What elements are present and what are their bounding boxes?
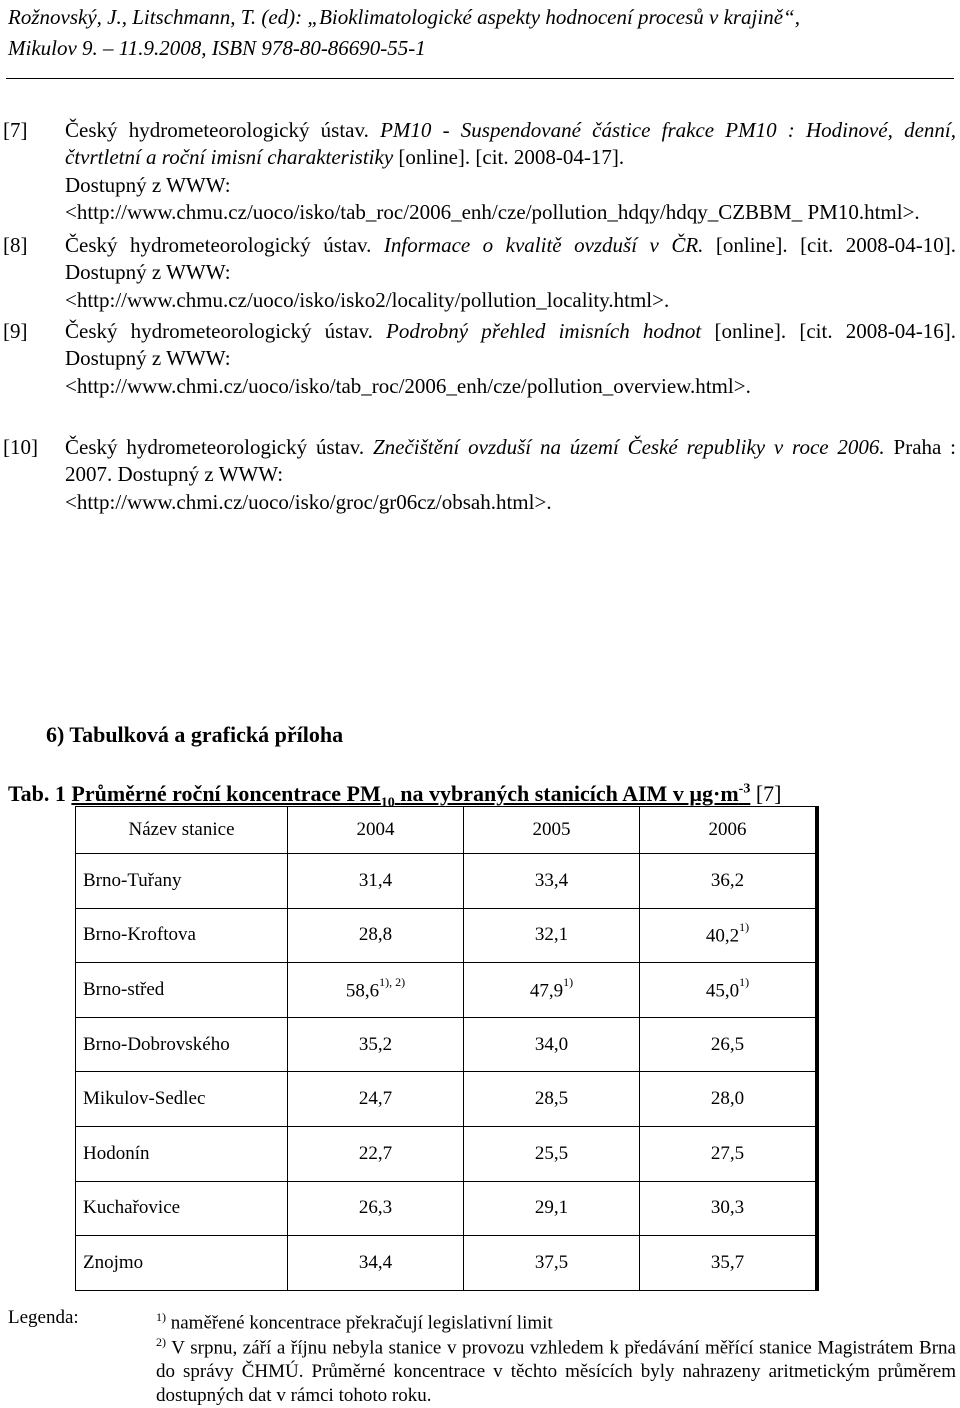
value-text: 29,1 bbox=[534, 1197, 569, 1219]
value-cell-2006 bbox=[640, 908, 818, 963]
value-text: 27,5 bbox=[710, 1142, 745, 1164]
value-text: 35,2 bbox=[358, 1033, 393, 1055]
value-text: 40,2 bbox=[705, 925, 740, 947]
reference-item-9 bbox=[0, 318, 956, 400]
reference-item-10 bbox=[0, 434, 956, 516]
value-text: 58,6 bbox=[345, 980, 380, 1002]
legend-note-2 bbox=[156, 1330, 956, 1408]
caption-main: Průměrné roční koncentrace PM bbox=[71, 781, 381, 806]
station-name-cell: Brno-Tuřany bbox=[76, 854, 288, 909]
value-cell-2005 bbox=[464, 1181, 640, 1236]
value-cell-2006 bbox=[640, 1072, 818, 1127]
table-row bbox=[76, 1126, 818, 1181]
reference-number: [7] bbox=[3, 118, 28, 142]
footnote-mark: 1) bbox=[563, 974, 574, 989]
header-station: Název stanice bbox=[76, 807, 288, 854]
station-name-cell: Brno-Dobrovského bbox=[76, 1017, 288, 1072]
footnote-mark: 1), 2) bbox=[379, 974, 406, 989]
reference-author: Český hydrometeorologický ústav. bbox=[65, 435, 365, 459]
value-cell-2004 bbox=[288, 1017, 464, 1072]
value-text: 28,0 bbox=[710, 1088, 745, 1110]
caption-mid: na vybraných stanicích AIM v µg·m bbox=[400, 781, 739, 806]
legend-note-1-text: naměřené koncentrace překračují legislativní limit bbox=[170, 1312, 553, 1334]
footnote-mark: 1) bbox=[739, 974, 750, 989]
station-name-cell: Mikulov-Sedlec bbox=[76, 1072, 288, 1127]
table-row bbox=[76, 1181, 818, 1236]
reference-citation: Praha : 2007. bbox=[65, 435, 956, 487]
reference-url: <http://www.chmu.cz/uoco/isko/isko2/locality/pollution_locality.html>. bbox=[65, 287, 670, 312]
value-text: 25,5 bbox=[534, 1142, 569, 1164]
value-cell-2005 bbox=[464, 1072, 640, 1127]
caption-subscript: 10 bbox=[380, 795, 395, 811]
reference-availability bbox=[65, 172, 956, 199]
value-text: 26,3 bbox=[358, 1197, 393, 1219]
reference-availability-text: Dostupný z WWW: bbox=[65, 172, 231, 197]
value-cell-2005 bbox=[464, 1017, 640, 1072]
table-row bbox=[76, 1236, 818, 1291]
reference-title: Informace o kvalitě ovzduší v ČR. bbox=[383, 233, 704, 257]
value-cell-2006 bbox=[640, 1017, 818, 1072]
pm10-table bbox=[75, 806, 819, 1291]
reference-item-8 bbox=[0, 232, 956, 314]
station-name-cell: Kuchařovice bbox=[76, 1181, 288, 1236]
value-text: 35,7 bbox=[710, 1251, 745, 1273]
value-cell-2005 bbox=[464, 854, 640, 909]
table-header-row bbox=[76, 807, 818, 854]
reference-citation: [online]. [cit. 2008-04-17]. bbox=[398, 145, 625, 170]
reference-title: PM10 - Suspendované částice frakce PM10 : Hodinové, denní, čtvrtletní a roční imisní charakteristiky bbox=[65, 118, 956, 170]
reference-number: [9] bbox=[3, 319, 28, 343]
reference-author: Český hydrometeorologický ústav. bbox=[65, 233, 372, 257]
value-cell-2005 bbox=[464, 1126, 640, 1181]
reference-citation: [online]. [cit. 2008-04-10]. bbox=[715, 233, 956, 257]
header-line-2: Mikulov 9. – 11.9.2008, ISBN 978-80-86690-55-1 bbox=[8, 36, 426, 60]
value-cell-2004 bbox=[288, 1181, 464, 1236]
section-title: 6) Tabulková a grafická příloha bbox=[46, 722, 344, 747]
reference-title: Znečištění ovzduší na území České republiky v roce 2006. bbox=[372, 435, 885, 459]
reference-author: Český hydrometeorologický ústav. bbox=[65, 319, 373, 343]
header-line-1: Rožnovský, J., Litschmann, T. (ed): „Bioklimatologické aspekty hodnocení procesů v krajině“, bbox=[8, 5, 800, 29]
header-divider bbox=[6, 78, 954, 79]
reference-url: <http://www.chmi.cz/uoco/isko/tab_roc/2006_enh/cze/pollution_overview.html>. bbox=[65, 373, 751, 398]
reference-title: Podrobný přehled imisních hodnot bbox=[386, 319, 702, 343]
value-cell-2006 bbox=[640, 1236, 818, 1291]
value-text: 32,1 bbox=[534, 924, 569, 946]
value-cell-2006 bbox=[640, 963, 818, 1018]
station-name-cell: Znojmo bbox=[76, 1236, 288, 1291]
header-2004: 2004 bbox=[288, 807, 464, 854]
header-2005: 2005 bbox=[464, 807, 640, 854]
value-text: 28,5 bbox=[534, 1088, 569, 1110]
value-text: 34,0 bbox=[534, 1033, 569, 1055]
legend-label: Legenda: bbox=[8, 1307, 79, 1328]
value-cell-2006 bbox=[640, 1181, 818, 1236]
station-name-cell: Hodonín bbox=[76, 1126, 288, 1181]
value-text: 30,3 bbox=[710, 1197, 745, 1219]
value-cell-2006 bbox=[640, 854, 818, 909]
value-text: 36,2 bbox=[710, 869, 745, 891]
station-name-cell: Brno-střed bbox=[76, 963, 288, 1018]
legend-note-2-mark: 2) bbox=[156, 1335, 166, 1349]
value-text: 31,4 bbox=[358, 869, 393, 891]
value-text: 26,5 bbox=[710, 1033, 745, 1055]
value-cell-2004 bbox=[288, 854, 464, 909]
caption-prefix: Tab. 1 bbox=[8, 781, 66, 806]
value-text: 33,4 bbox=[534, 869, 569, 891]
reference-citation: [online]. [cit. 2008-04-16]. bbox=[714, 319, 956, 343]
value-text: 45,0 bbox=[705, 980, 740, 1002]
value-text: 24,7 bbox=[358, 1088, 393, 1110]
value-cell-2004 bbox=[288, 963, 464, 1018]
value-text: 37,5 bbox=[534, 1251, 569, 1273]
table-row bbox=[76, 963, 818, 1018]
reference-availability: Dostupný z WWW: bbox=[65, 346, 231, 371]
value-text: 34,4 bbox=[358, 1251, 393, 1273]
footnote-mark: 1) bbox=[739, 920, 750, 935]
table-row bbox=[76, 1072, 818, 1127]
station-name-cell: Brno-Kroftova bbox=[76, 908, 288, 963]
value-cell-2004 bbox=[288, 1236, 464, 1291]
caption-superscript: -3 bbox=[738, 781, 751, 797]
table-row bbox=[76, 908, 818, 963]
table-row bbox=[76, 1017, 818, 1072]
value-cell-2005 bbox=[464, 963, 640, 1018]
reference-availability: Dostupný z WWW: bbox=[65, 260, 231, 285]
reference-item-7 bbox=[0, 117, 956, 227]
reference-number: [10] bbox=[3, 435, 38, 459]
header-2006: 2006 bbox=[640, 807, 818, 854]
value-text: 47,9 bbox=[529, 980, 564, 1002]
reference-availability: Dostupný z WWW: bbox=[117, 462, 284, 487]
reference-url: <http://www.chmu.cz/uoco/isko/tab_roc/2006_enh/cze/pollution_hdqy/hdqy_CZBBM_ PM10.html>. bbox=[65, 200, 920, 225]
value-cell-2004 bbox=[288, 908, 464, 963]
value-cell-2004 bbox=[288, 1072, 464, 1127]
value-cell-2005 bbox=[464, 908, 640, 963]
legend-note-1-mark: 1) bbox=[156, 1310, 166, 1324]
caption-ref: [7] bbox=[755, 781, 782, 806]
value-cell-2005 bbox=[464, 1236, 640, 1291]
reference-url: <http://www.chmi.cz/uoco/isko/groc/gr06cz/obsah.html>. bbox=[65, 489, 552, 514]
value-cell-2004 bbox=[288, 1126, 464, 1181]
table-row bbox=[76, 854, 818, 909]
document-header bbox=[8, 2, 800, 64]
value-text: 28,8 bbox=[358, 924, 393, 946]
value-cell-2006 bbox=[640, 1126, 818, 1181]
legend-note-2-text: V srpnu, září a říjnu nebyla stanice v provozu vzhledem k předávání měřící stanice Magistrátem Brna do správy ČHMÚ. Průměrné koncentrace v těchto měsících byly nahrazeny aritmetickým průměrem dostupných dat v rámci tohoto roku. bbox=[156, 1337, 956, 1407]
reference-number: [8] bbox=[3, 233, 28, 257]
caption-title bbox=[71, 781, 751, 811]
value-text: 22,7 bbox=[358, 1142, 393, 1164]
reference-author: Český hydrometeorologický ústav. bbox=[65, 118, 369, 142]
